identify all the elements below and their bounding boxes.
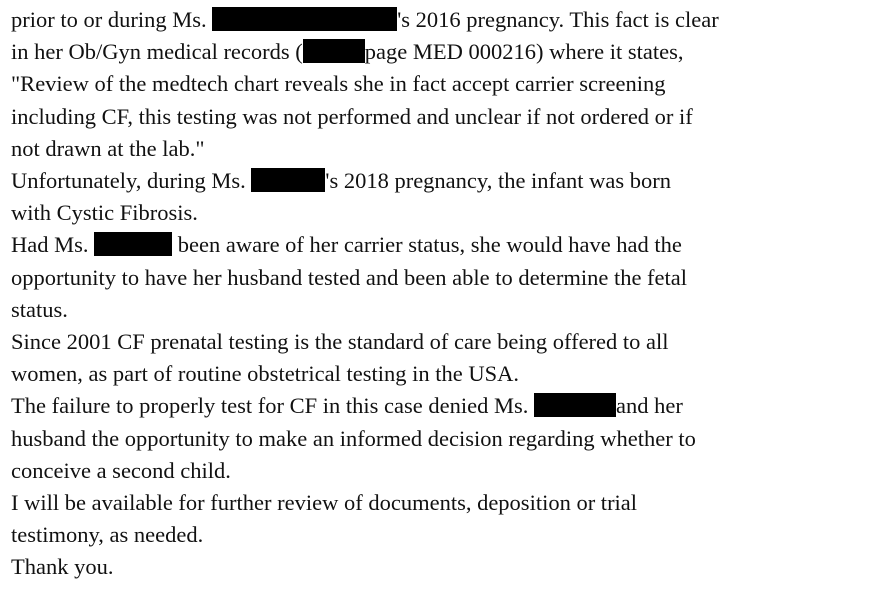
text-line: The failure to properly test for CF in this case denied Ms. and her: [11, 393, 683, 419]
text-line: not drawn at the lab.": [11, 135, 205, 161]
closing-line: Thank you.: [11, 554, 114, 580]
text-line: conceive a second child.: [11, 457, 231, 483]
text-line: opportunity to have her husband tested and been able to determine the fetal: [11, 264, 688, 290]
text-line: Had Ms. been aware of her carrier status, she would have had the: [11, 232, 682, 258]
text-line: including CF, this testing was not performed and unclear if not ordered or if: [11, 103, 693, 129]
redaction-box: [251, 168, 325, 192]
text-line: with Cystic Fibrosis.: [11, 200, 198, 226]
redaction-box: [94, 232, 172, 256]
redaction-box: [534, 393, 616, 417]
text-line: Unfortunately, during Ms. 's 2018 pregnancy, the infant was born: [11, 168, 672, 194]
text-line: in her Ob/Gyn medical records ( page MED 000216) where it states,: [11, 39, 684, 65]
text-line: status.: [11, 296, 68, 322]
text-line: women, as part of routine obstetrical testing in the USA.: [11, 361, 520, 387]
text-line: husband the opportunity to make an informed decision regarding whether to: [11, 425, 696, 451]
text-line: Since 2001 CF prenatal testing is the standard of care being offered to all: [11, 329, 669, 355]
redaction-box: [212, 7, 397, 31]
text-line: testimony, as needed.: [11, 522, 204, 548]
text-line: prior to or during Ms. 's 2016 pregnancy. This fact is clear: [11, 7, 719, 32]
text-line: I will be available for further review of documents, deposition or trial: [11, 490, 638, 516]
text-line: "Review of the medtech chart reveals she in fact accept carrier screening: [11, 71, 666, 97]
letter-body: [11, 4, 871, 584]
redaction-box: [303, 39, 365, 63]
